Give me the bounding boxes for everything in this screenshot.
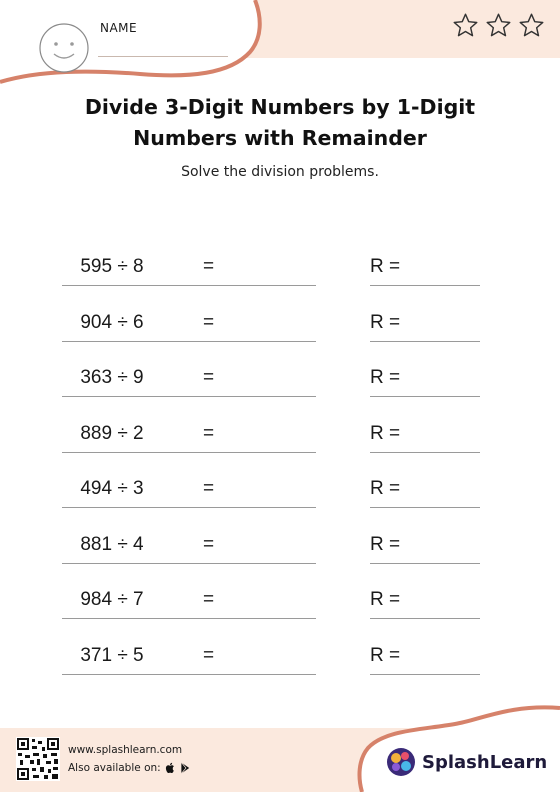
problem-row	[0, 240, 560, 296]
quotient-answer-line[interactable]	[62, 341, 316, 342]
problem-expression: 904 ÷ 6	[80, 311, 144, 333]
quotient-answer-line[interactable]	[62, 285, 316, 286]
problem-expression: 881 ÷ 4	[80, 533, 144, 555]
quotient-answer-line[interactable]	[62, 507, 316, 508]
equals-sign: =	[203, 478, 215, 499]
play-store-icon[interactable]	[180, 762, 191, 774]
splashlearn-logo	[386, 747, 547, 777]
problem-row	[0, 351, 560, 407]
remainder-label: R =	[370, 422, 401, 444]
remainder-answer-line[interactable]	[370, 285, 480, 286]
equals-sign: =	[203, 533, 215, 555]
equals-sign: =	[203, 589, 215, 610]
problem-expression: 984 ÷ 7	[80, 589, 144, 610]
problem-list	[0, 240, 560, 684]
problem-expression: 371 ÷ 5	[80, 644, 144, 666]
rating-stars	[452, 12, 545, 39]
remainder-answer-line[interactable]	[370, 563, 480, 564]
worksheet-title	[0, 92, 560, 154]
remainder-label: R =	[370, 367, 401, 388]
available-label: Also available on:	[68, 762, 161, 774]
problem-row	[0, 462, 560, 518]
quotient-answer-line[interactable]	[62, 618, 316, 619]
name-field-line[interactable]	[98, 56, 228, 57]
remainder-answer-line[interactable]	[370, 674, 480, 675]
remainder-answer-line[interactable]	[370, 618, 480, 619]
remainder-answer-line[interactable]	[370, 507, 480, 508]
equals-sign: =	[203, 256, 215, 277]
name-label: NAME	[100, 21, 138, 35]
website-link[interactable]: www.splashlearn.com	[68, 744, 183, 756]
problem-expression: 889 ÷ 2	[80, 422, 144, 444]
problem-row	[0, 407, 560, 463]
title-line-2: Numbers with Remainder	[133, 126, 427, 150]
remainder-answer-line[interactable]	[370, 341, 480, 342]
splashlearn-logo-icon	[386, 747, 416, 777]
star-icon	[518, 12, 545, 39]
problem-expression: 363 ÷ 9	[80, 367, 144, 388]
remainder-answer-line[interactable]	[370, 396, 480, 397]
remainder-label: R =	[370, 478, 401, 499]
problem-row	[0, 573, 560, 629]
instructions: Solve the division problems.	[181, 164, 379, 180]
qr-code-icon	[16, 737, 60, 781]
remainder-label: R =	[370, 256, 401, 277]
star-icon	[452, 12, 479, 39]
remainder-answer-line[interactable]	[370, 452, 480, 453]
remainder-label: R =	[370, 589, 401, 610]
quotient-answer-line[interactable]	[62, 396, 316, 397]
smiley-face-icon	[38, 22, 90, 74]
quotient-answer-line[interactable]	[62, 563, 316, 564]
problem-row	[0, 296, 560, 352]
quotient-answer-line[interactable]	[62, 452, 316, 453]
available-on	[68, 762, 191, 774]
equals-sign: =	[203, 422, 215, 444]
remainder-label: R =	[370, 533, 401, 555]
problem-expression: 595 ÷ 8	[80, 256, 144, 277]
remainder-label: R =	[370, 311, 401, 333]
equals-sign: =	[203, 311, 215, 333]
equals-sign: =	[203, 644, 215, 666]
quotient-answer-line[interactable]	[62, 674, 316, 675]
title-line-1: Divide 3-Digit Numbers by 1-Digit	[84, 95, 476, 119]
problem-expression: 494 ÷ 3	[80, 478, 144, 499]
star-icon	[485, 12, 512, 39]
problem-row	[0, 518, 560, 574]
brand-name: SplashLearn	[422, 751, 548, 773]
problem-row	[0, 629, 560, 685]
apple-icon[interactable]	[165, 762, 176, 774]
remainder-label: R =	[370, 644, 401, 666]
equals-sign: =	[203, 367, 215, 388]
